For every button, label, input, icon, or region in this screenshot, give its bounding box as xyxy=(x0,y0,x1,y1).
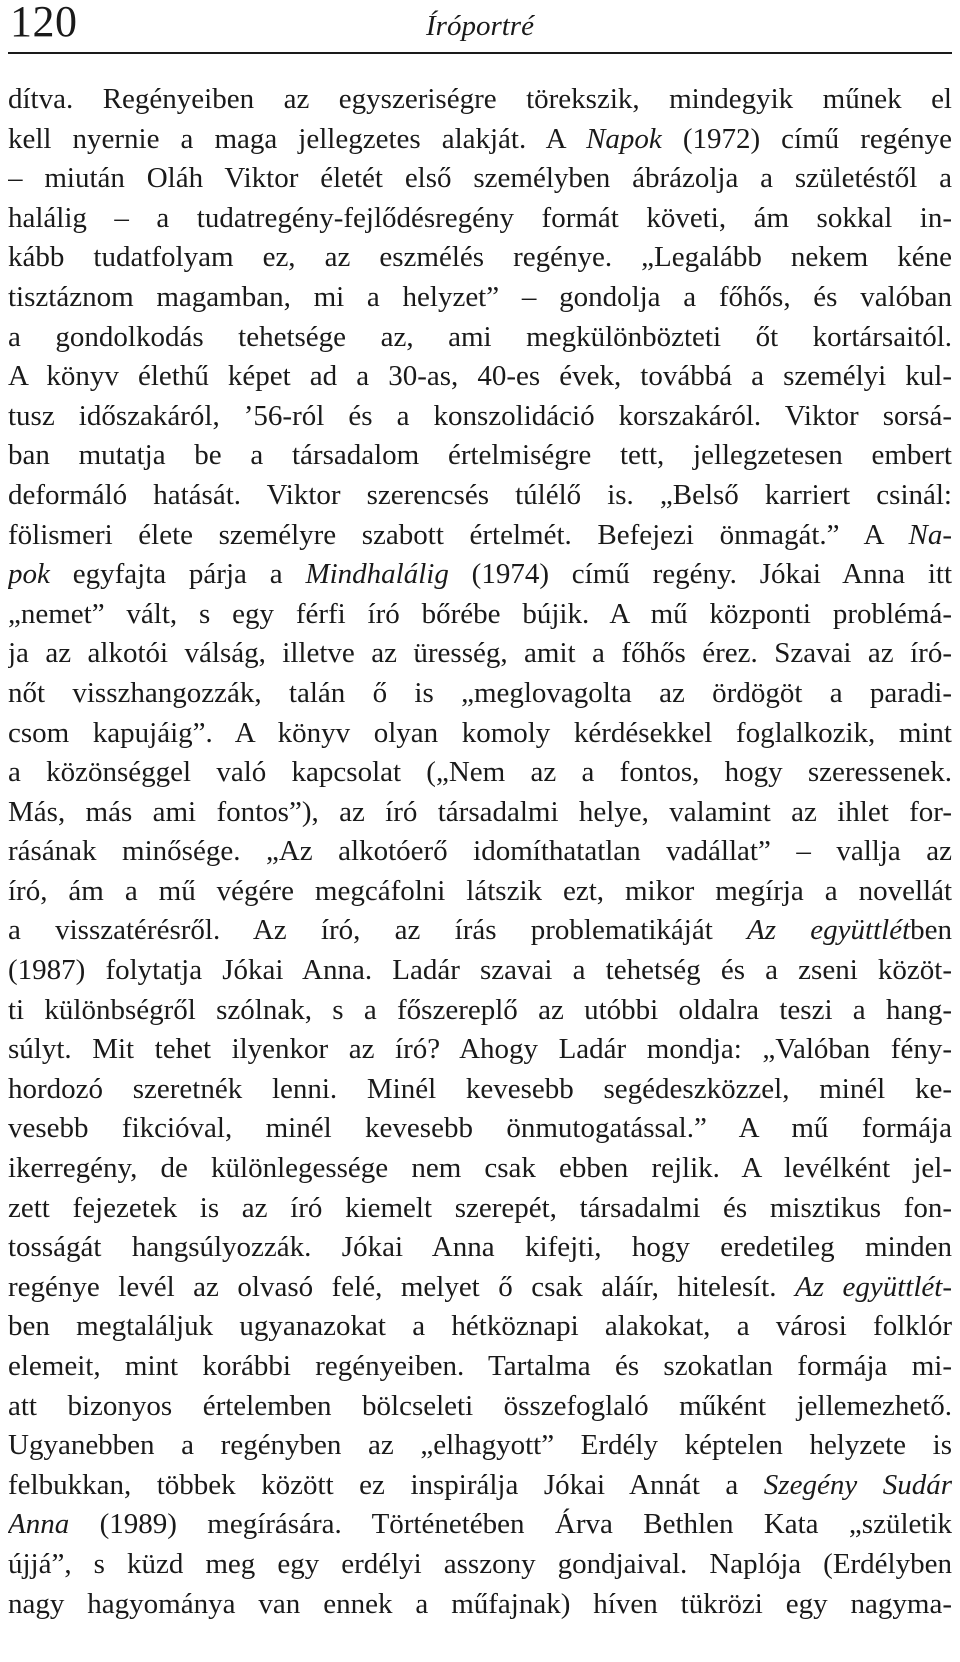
text-segment: ja az alkotói válság, illetve az üresség, amit a főhős érez. Szavai az író- xyxy=(8,637,952,670)
text-segment: tisztáznom magamban, mi a helyzet” – gondolja a főhős, és valóban xyxy=(8,280,952,313)
text-line xyxy=(8,1307,952,1347)
text-line xyxy=(8,1426,952,1466)
text-line xyxy=(8,1030,952,1070)
text-line xyxy=(8,120,952,160)
text-segment: nagy hagyománya van ennek a műfajnak) híven tükrözi egy nagyma- xyxy=(8,1587,952,1620)
running-title: Íróportré xyxy=(426,10,534,42)
text-segment: csom kapujáig”. A könyv olyan komoly kérdésekkel foglalkozik, mint xyxy=(8,716,952,749)
italic-title-text: pok xyxy=(8,558,50,591)
italic-title-text: Mindhalálig xyxy=(305,558,449,591)
text-line xyxy=(8,1189,952,1229)
text-line xyxy=(8,1585,952,1625)
text-line xyxy=(8,634,952,674)
text-segment: felbukkan, többek között ez inspirálja Jókai Annát a xyxy=(8,1468,764,1501)
text-line xyxy=(8,753,952,793)
text-line xyxy=(8,1228,952,1268)
text-line xyxy=(8,318,952,358)
text-segment: nőt visszhangozzák, talán ő is „meglovagolta az ördögöt a paradi- xyxy=(8,676,952,709)
italic-title-text: Na- xyxy=(908,518,952,551)
text-line xyxy=(8,1149,952,1189)
text-segment: ben megtaláljuk ugyanazokat a hétköznapi alakokat, a városi folklór xyxy=(8,1310,952,1343)
text-line xyxy=(8,832,952,872)
text-segment: súlyt. Mit tehet ilyenkor az író? Ahogy Ladár mondja: „Valóban fény- xyxy=(8,1033,952,1066)
text-segment: kább tudatfolyam ez, az eszmélés regénye. „Legalább nekem kéne xyxy=(8,241,952,274)
text-segment: A könyv élethű képet ad a 30-as, 40-es évek, továbbá a személyi kul- xyxy=(8,360,952,393)
text-segment: a gondolkodás tehetsége az, ami megkülönbözteti őt kortársaitól. xyxy=(8,320,952,353)
text-line xyxy=(8,793,952,833)
text-segment: tusz időszakáról, ’56-ról és a konszolidáció korszakáról. Viktor sorsá- xyxy=(8,399,952,432)
text-segment: ban mutatja be a társadalom értelmiségre tett, jellegzetesen embert xyxy=(8,439,952,472)
text-segment: (1972) című regénye xyxy=(661,122,952,155)
text-line xyxy=(8,238,952,278)
text-segment: egyfajta párja a xyxy=(49,558,306,591)
text-segment: regénye levél az olvasó felé, melyet ő csak aláír, hitelesít. xyxy=(8,1270,795,1303)
text-segment: ben xyxy=(910,914,952,947)
text-line xyxy=(8,199,952,239)
text-segment: halálig – a tudatregény-fejlődésregény formát követi, ám sokkal in- xyxy=(8,201,952,234)
text-line xyxy=(8,714,952,754)
text-segment: a közönséggel való kapcsolat („Nem az a fontos, hogy szeressenek. xyxy=(8,756,952,789)
text-segment: att bizonyos értelemben bölcseleti összefoglaló műként jellemezhető. xyxy=(8,1389,952,1422)
text-line xyxy=(8,436,952,476)
italic-title-text: Napok xyxy=(586,122,662,155)
body-text xyxy=(8,80,952,1624)
text-segment: rásának minősége. „Az alkotóerő idomíthatatlan vadállat” – vallja az xyxy=(8,835,952,868)
text-line xyxy=(8,872,952,912)
text-segment: deformáló hatását. Viktor szerencsés túlélő is. „Belső karriert csinál: xyxy=(8,478,952,511)
italic-title-text: Az együttlét xyxy=(747,914,911,947)
text-line xyxy=(8,357,952,397)
text-line xyxy=(8,1268,952,1308)
text-line xyxy=(8,476,952,516)
text-segment: Más, más ami fontos”), az író társadalmi helye, valamint az ihlet for- xyxy=(8,795,952,828)
text-line xyxy=(8,1387,952,1427)
text-segment: ikerregény, de különlegessége nem csak ebben rejlik. A levélként jel- xyxy=(8,1152,952,1185)
text-segment: (1989) megírására. Történetében Árva Bethlen Kata „születik xyxy=(69,1508,952,1541)
text-line xyxy=(8,951,952,991)
page-number: 120 xyxy=(10,0,78,46)
header-rule xyxy=(8,52,952,54)
text-segment: a visszatérésről. Az író, az írás problematikáját xyxy=(8,914,748,947)
text-segment: dítva. Regényeiben az egyszeriségre törekszik, mindegyik műnek el xyxy=(8,83,952,115)
text-segment: zett fejezetek is az író kiemelt szerepét, társadalmi és misztikus fon- xyxy=(8,1191,952,1224)
italic-title-text: Szegény Sudár xyxy=(763,1468,952,1501)
text-segment: kell nyernie a maga jellegzetes alakját. A xyxy=(8,122,587,155)
text-segment: – miután Oláh Viktor életét első személyben ábrázolja a születéstől a xyxy=(8,162,952,195)
italic-title-text: Az együttlét- xyxy=(794,1270,952,1303)
text-line xyxy=(8,555,952,595)
text-line xyxy=(8,1505,952,1545)
text-line xyxy=(8,1466,952,1506)
text-segment: fölismeri élete személyre szabott értelmét. Befejezi önmagát.” A xyxy=(8,518,909,551)
text-line xyxy=(8,397,952,437)
text-segment: író, ám a mű végére megcáfolni látszik ezt, mikor megírja a novellát xyxy=(8,874,952,907)
text-segment: Ugyanebben a regényben az „elhagyott” Erdély képtelen helyzete is xyxy=(8,1429,952,1462)
text-line xyxy=(8,1545,952,1585)
text-line xyxy=(8,516,952,556)
text-line xyxy=(8,159,952,199)
text-segment: ti különbségről szólnak, s a főszereplő az utóbbi oldalra teszi a hang- xyxy=(8,993,952,1026)
text-line xyxy=(8,595,952,635)
text-line xyxy=(8,991,952,1031)
text-line xyxy=(8,1109,952,1149)
text-segment: (1987) folytatja Jókai Anna. Ladár szavai a tehetség és a zseni közöt- xyxy=(8,954,952,987)
text-segment: „nemet” vált, s egy férfi író bőrébe bújik. A mű központi problémá- xyxy=(8,597,952,630)
text-segment: vesebb fikcióval, minél kevesebb önmutogatással.” A mű formája xyxy=(8,1112,952,1145)
text-line xyxy=(8,1347,952,1387)
text-line xyxy=(8,278,952,318)
page-header xyxy=(8,0,952,52)
italic-title-text: Anna xyxy=(8,1508,70,1541)
text-line xyxy=(8,1070,952,1110)
text-line xyxy=(8,911,952,951)
text-segment: hordozó szeretnék lenni. Minél kevesebb segédeszközzel, minél ke- xyxy=(8,1072,952,1105)
text-segment: (1974) című regény. Jókai Anna itt xyxy=(448,558,952,591)
text-segment: újjá”, s küzd meg egy erdélyi asszony gondjaival. Naplója (Erdélyben xyxy=(8,1547,952,1580)
text-line xyxy=(8,80,952,120)
text-segment: elemeit, mint korábbi regényeiben. Tartalma és szokatlan formája mi- xyxy=(8,1350,952,1382)
text-line xyxy=(8,674,952,714)
text-segment: tosságát hangsúlyozzák. Jókai Anna kifejti, hogy eredetileg minden xyxy=(8,1231,952,1264)
